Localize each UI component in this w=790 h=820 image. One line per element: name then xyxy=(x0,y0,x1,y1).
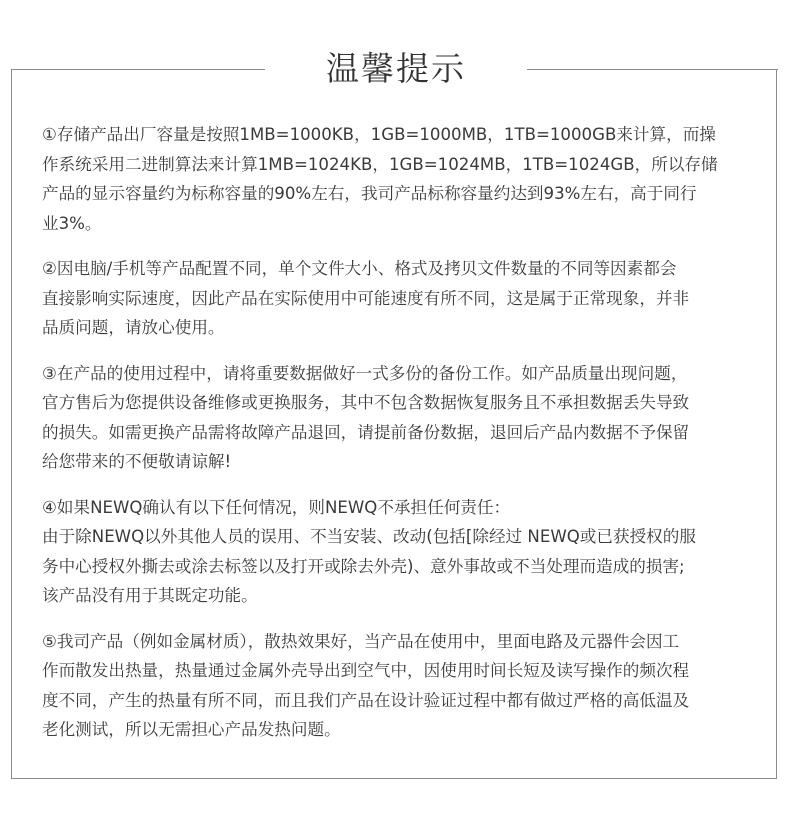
notice-line: 务中心授权外撕去或涂去标签以及打开或除去外壳)、意外事故或不当处理而造成的损害; xyxy=(42,556,685,576)
notice-paragraph-2 xyxy=(42,254,750,343)
notice-line: 业3%。 xyxy=(42,213,102,233)
notice-line: ②因电脑/手机等产品配置不同，单个文件大小、格式及拷贝文件数量的不同等因素都会 xyxy=(42,259,677,278)
notice-content xyxy=(42,120,750,761)
notice-paragraph-5 xyxy=(42,627,750,745)
notice-line: 产品的显示容量约为标称容量的90%左右，我司产品标称容量约达到93%左右，高于同行 xyxy=(42,184,697,203)
notice-paragraph-4 xyxy=(42,493,750,611)
notice-line: 官方售后为您提供设备维修或更换服务，其中不包含数据恢复服务且不承担数据丢失导致 xyxy=(42,393,690,412)
notice-line: 的损失。如需更换产品需将故障产品退回，请提前备份数据，退回后产品内数据不予保留 xyxy=(42,422,690,442)
notice-line: 直接影响实际速度，因此产品在实际使用中可能速度有所不同，这是属于正常现象，并非 xyxy=(42,288,690,308)
notice-line: ①存储产品出厂容量是按照1MB=1000KB，1GB=1000MB，1TB=1000GB来计算，而操 xyxy=(42,125,716,144)
notice-line: ④如果NEWQ确认有以下任何情况，则NEWQ不承担任何责任： xyxy=(42,497,511,517)
notice-line: ⑤我司产品（例如金属材质），散热效果好，当产品在使用中，里面电路及元器件会因工 xyxy=(42,631,680,651)
notice-line: 作而散发出热量，热量通过金属外壳导出到空气中，因使用时间长短及读写操作的频次程 xyxy=(42,661,690,680)
notice-line: ③在产品的使用过程中，请将重要数据做好一式多份的备份工作。如产品质量出现问题， xyxy=(42,363,688,383)
notice-line: 给您带来的不便敬请谅解! xyxy=(42,452,232,471)
notice-line: 度不同，产生的热量有所不同，而且我们产品在设计验证过程中都有做过严格的高低温及 xyxy=(42,690,690,710)
notice-paragraph-3 xyxy=(42,359,750,477)
notice-line: 老化测试，所以无需担心产品发热问题。 xyxy=(42,720,341,739)
notice-line: 品质问题，请放心使用。 xyxy=(42,318,225,337)
notice-line: 由于除NEWQ以外其他人员的误用、不当安装、改动(包括[除经过 NEWQ或已获授权的服 xyxy=(42,527,696,546)
notice-line: 作系统采用二进制算法来计算1MB=1024KB，1GB=1024MB，1TB=1024GB，所以存储 xyxy=(42,154,718,174)
notice-line: 该产品没有用于其既定功能。 xyxy=(42,586,258,605)
page-title: 温馨提示 xyxy=(326,49,466,88)
notice-paragraph-1 xyxy=(42,120,750,238)
